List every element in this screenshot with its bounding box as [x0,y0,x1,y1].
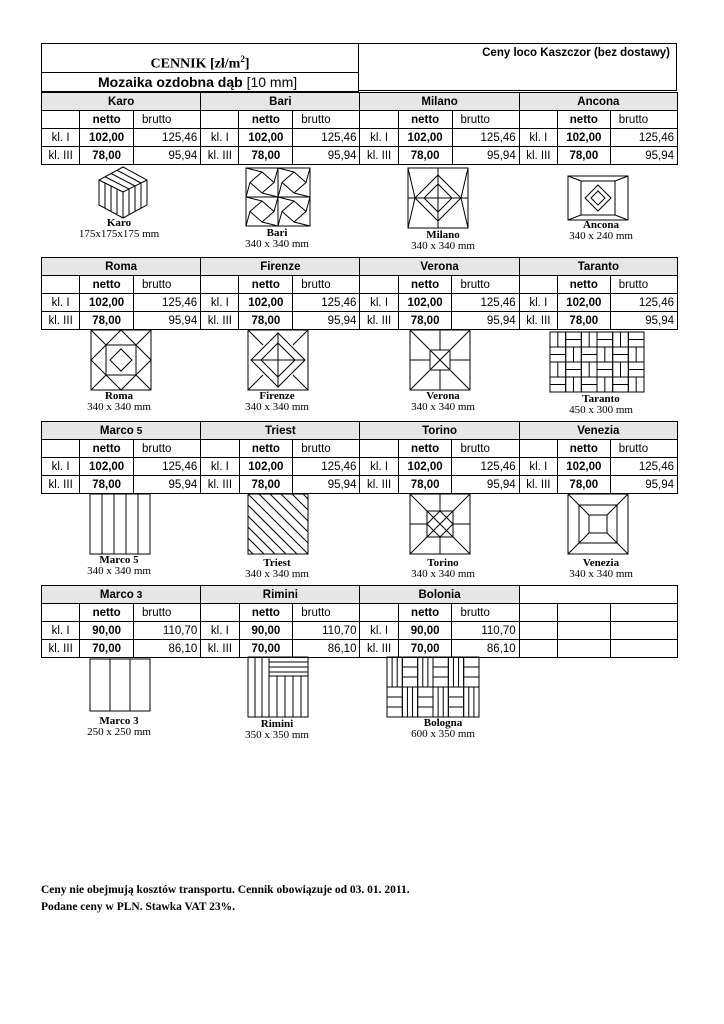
product-name: Roma [42,258,201,276]
product-name: Taranto [519,258,677,276]
pattern-name: Roma [104,390,134,402]
pattern-name: Marco 3 [99,715,139,727]
pattern-size: 600 x 350 mm [411,728,475,740]
price-brutto: 125,46 [610,458,677,476]
price-brutto: 125,46 [134,458,201,476]
brutto-header: brutto [293,440,360,458]
price-brutto: 95,94 [610,312,677,330]
price-netto: 102,00 [398,458,452,476]
class-label: kl. III [42,147,80,165]
price-netto: 102,00 [557,129,610,147]
price-netto: 78,00 [557,476,610,494]
price-table [41,421,678,494]
price-table [41,257,678,330]
class-label: kl. III [360,312,398,330]
class-label: kl. III [519,147,557,165]
pattern-caption [546,558,656,580]
price-brutto: 95,94 [610,476,677,494]
class-label: kl. I [360,294,398,312]
pattern-size: 340 x 340 mm [245,568,309,580]
price-netto: 78,00 [239,312,293,330]
empty-cell [42,111,80,129]
price-brutto: 95,94 [134,312,201,330]
empty-cell [201,604,239,622]
footer-notes [41,882,410,916]
marco-3-pattern-icon [89,658,151,712]
pattern-caption [546,220,656,242]
bari-pattern-icon [245,167,311,227]
triest-pattern-icon [247,493,309,555]
price-brutto: 95,94 [293,147,360,165]
netto-header: netto [398,111,452,129]
class-label: kl. III [519,312,557,330]
pattern-caption [76,218,162,240]
price-brutto: 95,94 [452,476,519,494]
marco-5-pattern-icon [89,493,151,555]
price-netto: 78,00 [398,147,452,165]
empty-cell [519,622,557,640]
price-netto: 102,00 [557,294,610,312]
price-netto: 78,00 [239,147,293,165]
brutto-header: brutto [134,111,201,129]
pattern-size: 340 x 340 mm [245,401,309,413]
product-name: Firenze [201,258,360,276]
product-name: Rimini [201,586,360,604]
price-brutto: 125,46 [452,294,519,312]
pattern-name: Triest [263,557,291,569]
price-netto: 102,00 [80,129,134,147]
class-label: kl. III [201,476,239,494]
product-name: Milano [360,93,519,111]
price-brutto: 125,46 [452,458,519,476]
class-label: kl. III [360,147,398,165]
empty-cell [42,276,80,294]
empty-cell [557,640,610,658]
pattern-size: 340 x 340 mm [569,568,633,580]
netto-header: netto [557,440,610,458]
price-brutto: 95,94 [134,476,201,494]
venezia-pattern-icon [567,493,629,555]
price-netto: 78,00 [398,476,452,494]
pattern-name: Milano [426,229,460,241]
price-table [41,92,678,165]
pattern-caption [222,719,332,741]
netto-header: netto [80,604,134,622]
price-netto: 102,00 [239,458,293,476]
taranto-pattern-icon [549,331,645,393]
pattern-name: Firenze [259,390,295,402]
brutto-header: brutto [452,604,519,622]
price-netto: 70,00 [80,640,134,658]
empty-cell [201,440,239,458]
price-netto: 102,00 [557,458,610,476]
price-brutto: 125,46 [293,458,360,476]
netto-header: netto [80,276,134,294]
product-subtitle: Mozaika ozdobna dąb [10 mm] [41,73,359,92]
empty-cell [360,111,398,129]
pattern-name: Bologna [423,717,463,729]
netto-header: netto [239,276,293,294]
class-label: kl. I [201,622,239,640]
pattern-name: Marco 5 [99,554,139,566]
brutto-header: brutto [134,604,201,622]
product-name: Venezia [519,422,677,440]
empty-cell [519,604,557,622]
price-netto: 70,00 [398,640,452,658]
product-name [519,586,677,604]
pattern-size: 340 x 240 mm [569,230,633,242]
brutto-header: brutto [293,276,360,294]
pattern-size: 175x175x175 mm [78,228,160,240]
price-netto: 102,00 [398,294,452,312]
class-label: kl. III [201,147,239,165]
brutto-header: brutto [610,440,677,458]
empty-cell [519,440,557,458]
brutto-header: brutto [293,111,360,129]
pattern-name: Karo [106,217,132,229]
price-netto: 102,00 [80,458,134,476]
class-label: kl. I [519,458,557,476]
product-name: Bolonia [360,586,519,604]
pattern-caption [388,718,498,740]
pattern-caption [76,555,162,577]
price-netto: 102,00 [239,129,293,147]
pattern-size: 350 x 350 mm [245,729,309,741]
class-label: kl. I [42,458,80,476]
pattern-caption [222,558,332,580]
price-netto: 78,00 [80,147,134,165]
netto-header: netto [239,440,293,458]
price-brutto: 125,46 [134,294,201,312]
empty-cell [557,622,610,640]
price-note: Ceny loco Kaszczor (bez dostawy) [359,43,677,91]
netto-header: netto [398,276,452,294]
pattern-size: 340 x 340 mm [411,568,475,580]
price-brutto: 125,46 [293,129,360,147]
price-brutto: 125,46 [452,129,519,147]
pattern-size: 340 x 340 mm [245,238,309,250]
price-brutto: 110,70 [452,622,519,640]
empty-cell [610,604,677,622]
class-label: kl. I [201,458,239,476]
class-label: kl. I [42,622,80,640]
class-label: kl. I [519,294,557,312]
price-brutto: 125,46 [134,129,201,147]
pattern-name: Bari [266,227,288,239]
class-label: kl. I [360,622,398,640]
rimini-pattern-icon [247,656,309,718]
empty-cell [519,640,557,658]
netto-header: netto [80,440,134,458]
price-list-title: CENNIK $[zł/m^2]$ [41,43,359,73]
brutto-header: brutto [610,276,677,294]
empty-cell [360,440,398,458]
product-name: Ancona [519,93,677,111]
empty-cell [201,111,239,129]
netto-header: netto [398,604,452,622]
price-brutto: 86,10 [134,640,201,658]
price-netto: 90,00 [80,622,134,640]
price-netto: 78,00 [557,147,610,165]
price-netto: 78,00 [398,312,452,330]
price-brutto: 86,10 [293,640,360,658]
pattern-size: 340 x 340 mm [411,401,475,413]
brutto-header: brutto [452,276,519,294]
brutto-header: brutto [293,604,360,622]
empty-cell [610,640,677,658]
pattern-caption [388,391,498,413]
product-name: Triest [201,422,360,440]
price-netto: 70,00 [239,640,293,658]
pattern-name: Rimini [260,718,294,730]
price-brutto: 95,94 [134,147,201,165]
product-name: Marco 3 [42,586,201,604]
brutto-header: brutto [134,440,201,458]
pattern-caption [76,716,162,738]
empty-cell [610,622,677,640]
karo-pattern-icon [97,165,149,220]
price-brutto: 95,94 [293,312,360,330]
pattern-caption [546,394,656,416]
footer-line-vat: Podane ceny w PLN. Stawka VAT 23%. [41,901,236,913]
ancona-pattern-icon [567,175,629,221]
pattern-name: Taranto [582,393,620,405]
pattern-size: 340 x 340 mm [87,401,151,413]
price-brutto: 86,10 [452,640,519,658]
product-name: Verona [360,258,519,276]
brutto-header: brutto [452,111,519,129]
netto-header: netto [557,276,610,294]
netto-header: netto [398,440,452,458]
price-netto: 90,00 [398,622,452,640]
pattern-name: Verona [426,390,460,402]
empty-cell [360,604,398,622]
pattern-size: 250 x 250 mm [87,726,151,738]
netto-header: netto [239,604,293,622]
brutto-header: brutto [610,111,677,129]
price-brutto: 95,94 [293,476,360,494]
price-netto: 78,00 [80,476,134,494]
product-name: Marco 5 [42,422,201,440]
netto-header: netto [557,111,610,129]
price-netto: 102,00 [239,294,293,312]
price-netto: 78,00 [239,476,293,494]
class-label: kl. III [42,312,80,330]
class-label: kl. I [42,129,80,147]
pattern-caption [388,230,498,252]
pattern-size: 450 x 300 mm [569,404,633,416]
milano-pattern-icon [407,167,469,229]
empty-cell [42,604,80,622]
class-label: kl. III [42,640,80,658]
price-brutto: 125,46 [293,294,360,312]
class-label: kl. III [519,476,557,494]
price-netto: 102,00 [80,294,134,312]
roma-pattern-icon [90,329,152,391]
price-brutto: 110,70 [293,622,360,640]
brutto-header: brutto [452,440,519,458]
pattern-size: 340 x 340 mm [411,240,475,252]
brutto-header: brutto [134,276,201,294]
class-label: kl. III [360,640,398,658]
price-netto: 78,00 [557,312,610,330]
netto-header: netto [239,111,293,129]
class-label: kl. I [519,129,557,147]
empty-cell [519,276,557,294]
price-table [41,585,678,658]
class-label: kl. I [201,294,239,312]
footer-line-transport: Ceny nie obejmują kosztów transportu. Cennik obowiązuje od 03. 01. 2011. [41,884,410,896]
empty-cell [557,604,610,622]
pattern-caption [222,391,332,413]
price-netto: 78,00 [80,312,134,330]
class-label: kl. I [360,129,398,147]
torino-pattern-icon [409,493,471,555]
price-brutto: 95,94 [452,147,519,165]
pattern-caption [76,391,162,413]
product-name: Karo [42,93,201,111]
price-brutto: 95,94 [610,147,677,165]
firenze-pattern-icon [247,329,309,391]
price-netto: 102,00 [398,129,452,147]
price-brutto: 125,46 [610,294,677,312]
pattern-name: Torino [427,557,459,569]
class-label: kl. III [201,312,239,330]
price-brutto: 110,70 [134,622,201,640]
pattern-size: 340 x 340 mm [87,565,151,577]
empty-cell [360,276,398,294]
product-name: Torino [360,422,519,440]
pattern-name: Venezia [582,557,620,569]
empty-cell [42,440,80,458]
empty-cell [519,111,557,129]
class-label: kl. I [42,294,80,312]
class-label: kl. I [360,458,398,476]
pattern-name: Ancona [582,219,620,231]
pattern-caption [388,558,498,580]
netto-header: netto [80,111,134,129]
price-netto: 90,00 [239,622,293,640]
class-label: kl. I [201,129,239,147]
price-brutto: 125,46 [610,129,677,147]
class-label: kl. III [201,640,239,658]
price-brutto: 95,94 [452,312,519,330]
product-name: Bari [201,93,360,111]
verona-pattern-icon [409,329,471,391]
class-label: kl. III [360,476,398,494]
pattern-caption [222,228,332,250]
class-label: kl. III [42,476,80,494]
bologna-pattern-icon [386,656,480,718]
empty-cell [201,276,239,294]
